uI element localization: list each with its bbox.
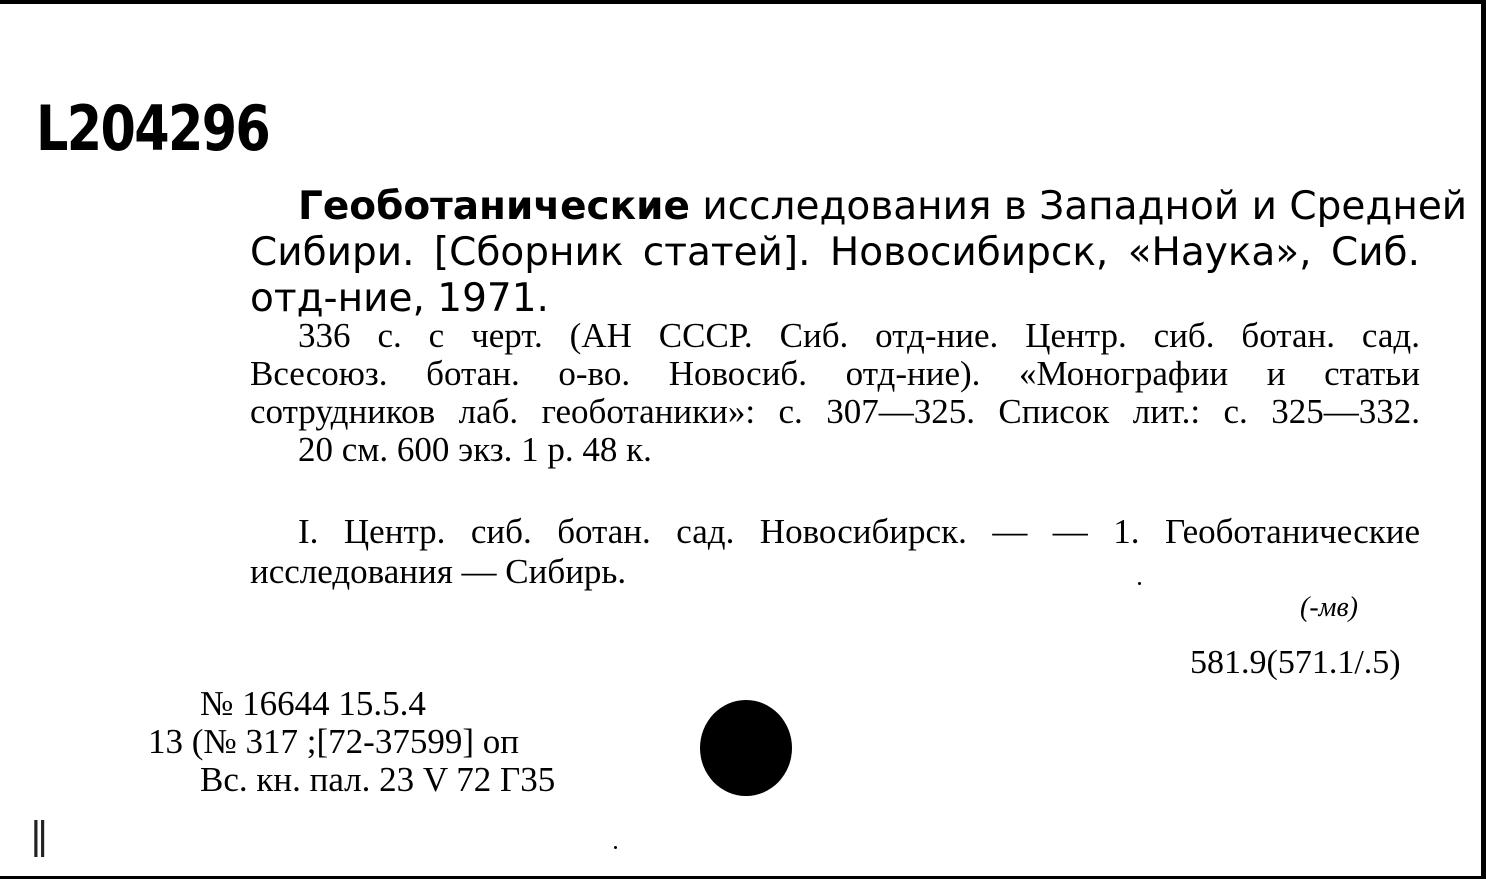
title-lead: Геоботанические [298, 184, 690, 229]
collation-line-3: сотрудников лаб. геоботаники»: с. 307—325. Список лит.: с. 325—332. [250, 392, 1420, 431]
collation-line-2: Всесоюз. ботан. о-во. Новосиб. отд-ние). «Монографии и статьи [250, 354, 1420, 393]
title-line-1-rest: исследования в Западной и Средней [702, 184, 1468, 229]
speck [1138, 582, 1141, 585]
tracing-line-1: I. Центр. сиб. ботан. сад. Новосибирск. — — 1. Геоботанические [298, 512, 1420, 551]
tracing-line-2: исследования — Сибирь. [250, 552, 627, 591]
udc-number: 581.9(571.1/.5) [1190, 644, 1401, 681]
title-line-3: отд-ние, 1971. [250, 276, 549, 321]
punch-hole [700, 700, 792, 796]
collation-line-1: 336 с. с черт. (АН СССР. Сиб. отд-ние. Центр. сиб. ботан. сад. [298, 316, 1420, 355]
shelf-mark: L204296 [36, 92, 270, 165]
title-line-1 [298, 184, 1468, 229]
stamp-line-3: Вс. кн. пал. 23 V 72 Г35 [200, 760, 556, 799]
speck [614, 846, 617, 849]
collation-line-4: 20 см. 600 экз. 1 р. 48 к. [298, 430, 652, 469]
stamp-line-2: 13 (№ 317 ;[72-37599] оп [148, 722, 519, 761]
handwritten-note: (-мв) [1300, 592, 1358, 623]
title-line-2: Сибири. [Сборник статей]. Новосибирск, «Наука», Сиб. [250, 230, 1420, 275]
stamp-line-1: № 16644 15.5.4 [200, 684, 426, 723]
margin-mark: ∥ [30, 817, 49, 862]
